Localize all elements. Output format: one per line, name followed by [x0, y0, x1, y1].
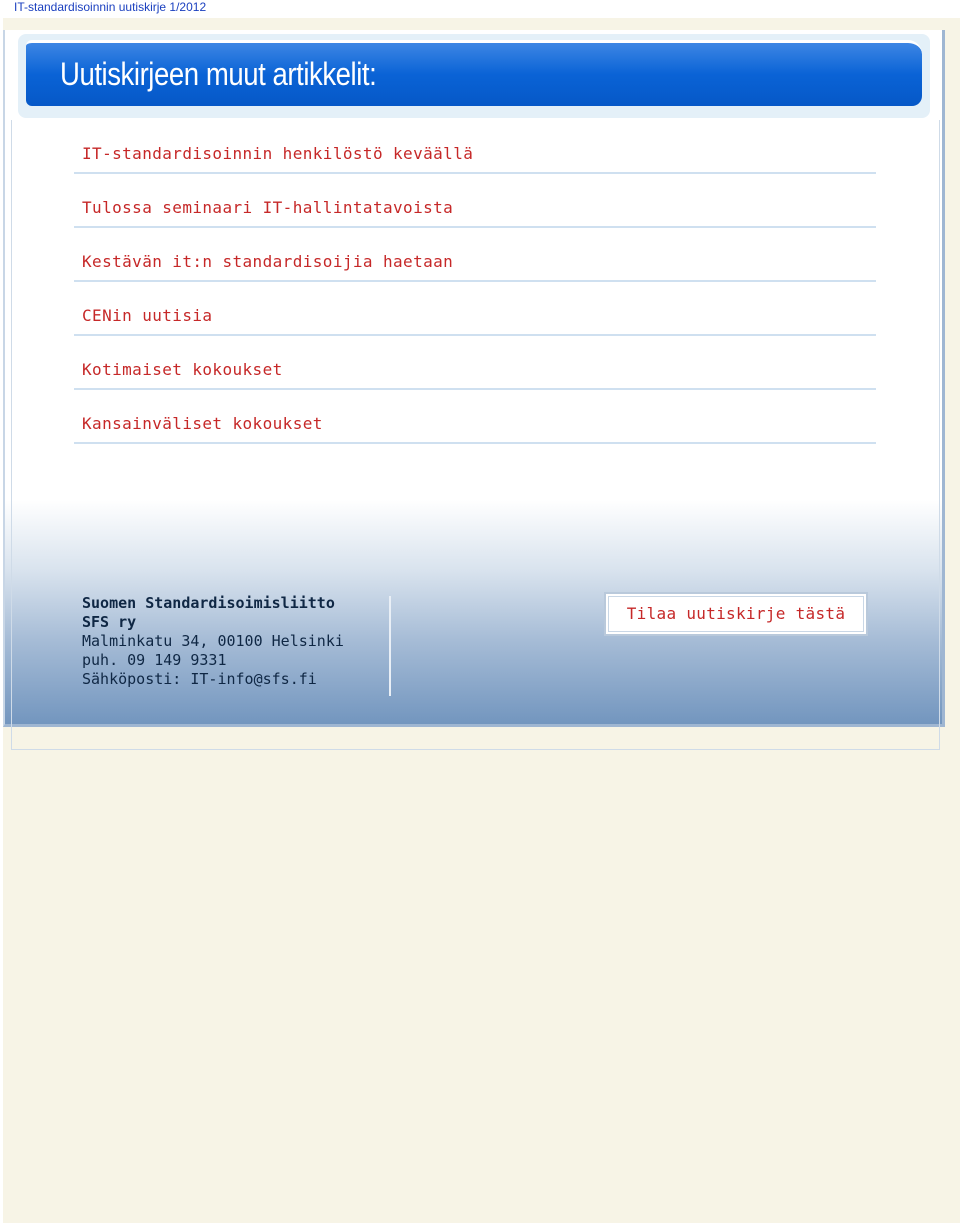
article-link-cen-news[interactable]: CENin uutisia — [82, 306, 213, 325]
street-address: Malminkatu 34, 00100 Helsinki — [82, 632, 344, 650]
subscribe-link[interactable]: Tilaa uutiskirje tästä — [626, 604, 846, 623]
phone-number: puh. 09 149 9331 — [82, 651, 227, 669]
document-title: IT-standardisoinnin uutiskirje 1/2012 — [14, 0, 207, 14]
list-item — [74, 174, 876, 228]
article-link-sustainable-it[interactable]: Kestävän it:n standardisoijia haetaan — [82, 252, 454, 271]
header-title: Uutiskirjeen muut artikkelit: — [60, 56, 377, 92]
list-item — [74, 390, 876, 444]
list-item — [74, 120, 876, 174]
list-item — [74, 228, 876, 282]
article-link-domestic-meetings[interactable]: Kotimaiset kokoukset — [82, 360, 283, 379]
email-address: Sähköposti: IT-info@sfs.fi — [82, 670, 317, 688]
org-name: Suomen Standardisoimisliitto — [82, 594, 335, 612]
list-item — [74, 282, 876, 336]
footer-address — [82, 594, 382, 689]
list-item — [74, 336, 876, 390]
article-list — [74, 120, 876, 444]
org-short-name: SFS ry — [82, 613, 137, 631]
subscribe-button[interactable] — [604, 592, 868, 636]
article-link-seminar[interactable]: Tulossa seminaari IT-hallintatavoista — [82, 198, 454, 217]
footer-divider — [389, 596, 391, 696]
article-link-staff[interactable]: IT-standardisoinnin henkilöstö keväällä — [82, 144, 474, 163]
article-link-international-meetings[interactable]: Kansainväliset kokoukset — [82, 414, 323, 433]
